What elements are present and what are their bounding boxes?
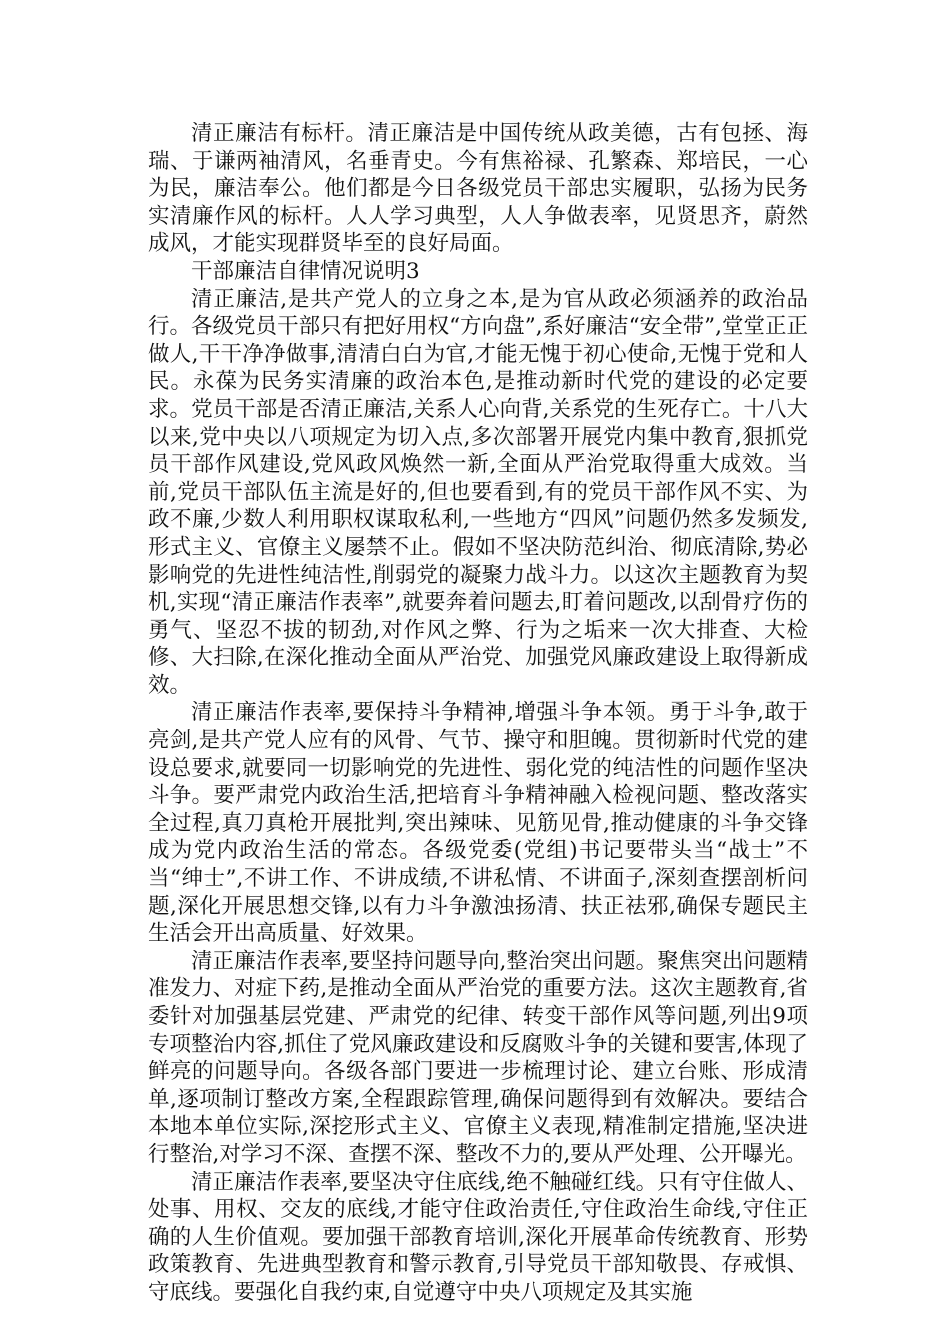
paragraph-bottom-line: 清正廉洁作表率,要坚决守住底线,绝不触碰红线。只有守住做人、处事、用权、交友的底线,才能守住政治责任,守住政治生命线,守住正确的人生价值观。要加强干部教育培训,深化开展革命传统教育、形势政策教育、先进典型教育和警示教育,引导党员干部知敬畏、存戒惧、守底线。要强化自我约束,自觉遵守中央八项规定及其实施 (148, 1169, 808, 1305)
document-body (148, 120, 808, 1307)
paragraph-intro: 清正廉洁,是共产党人的立身之本,是为官从政必须涵养的政治品行。各级党员干部只有把好用权“方向盘”,系好廉洁“安全带”,堂堂正正做人,干干净净做事,清清白白为官,才能无愧于初心使命,无愧于党和人民。永葆为民务实清廉的政治本色,是推动新时代党的建设的必定要求。党员干部是否清正廉洁,关系人心向背,关系党的生死存亡。十八大以来,党中央以八项规定为切入点,多次部署开展党内集中教育,狠抓党员干部作风建设,党风政风焕然一新,全面从严治党取得重大成效。当前,党员干部队伍主流是好的,但也要看到,有的党员干部作风不实、为政不廉,少数人利用职权谋取私利,一些地方“四风”问题仍然多发频发,形式主义、官僚主义屡禁不止。假如不坚决防范纠治、彻底清除,势必影响党的先进性纯洁性,削弱党的凝聚力战斗力。以这次主题教育为契机,实现“清正廉洁作表率”,就要奔着问题去,盯着问题改,以刮骨疗伤的勇气、坚忍不拔的韧劲,对作风之弊、行为之垢来一次大排查、大检修、大扫除,在深化推动全面从严治党、加强党风廉政建设上取得新成效。 (148, 286, 808, 698)
paragraph-problems: 清正廉洁作表率,要坚持问题导向,整治突出问题。聚焦突出问题精准发力、对症下药,是推动全面从严治党的重要方法。这次主题教育,省委针对加强基层党建、严肃党的纪律、转变干部作风等问题,列出9项专项整治内容,抓住了党风廉政建设和反腐败斗争的关键和要害,体现了鲜亮的问题导向。各级各部门要进一步梳理讨论、建立台账、形成清单,逐项制订整改方案,全程跟踪管理,确保问题得到有效解决。要结合本地本单位实际,深挖形式主义、官僚主义表现,精准制定措施,坚决进行整治,对学习不深、查摆不深、整改不力的,要从严处理、公开曝光。 (148, 948, 808, 1167)
section-heading: 干部廉洁自律情况说明3 (191, 258, 420, 284)
paragraph-struggle: 清正廉洁作表率,要保持斗争精神,增强斗争本领。勇于斗争,敢于亮剑,是共产党人应有的风骨、气节、操守和胆魄。贯彻新时代党的建设总要求,就要同一切影响党的先进性、弱化党的纯洁性的问题作坚决斗争。要严肃党内政治生活,把培育斗争精神融入检视问题、整改落实全过程,真刀真枪开展批判,突出辣味、见筋见骨,推动健康的斗争交锋成为党内政治生活的常态。各级党委(党组)书记要带头当“战士”不当“绅士”,不讲工作、不讲成绩,不讲私情、不讲面子,深刻查摆剖析问题,深化开展思想交锋,以有力斗争激浊扬清、扶正祛邪,确保专题民主生活会开出高质量、好效果。 (148, 700, 808, 947)
paragraph-role-models: 清正廉洁有标杆。清正廉洁是中国传统从政美德，古有包拯、海瑞、于谦两袖清风，名垂青史。今有焦裕禄、孔繁森、郑培民，一心为民，廉洁奉公。他们都是今日各级党员干部忠实履职，弘扬为民务实清廉作风的标杆。人人学习典型，人人争做表率，见贤思齐，蔚然成风，才能实现群贤毕至的良好局面。 (148, 121, 808, 257)
